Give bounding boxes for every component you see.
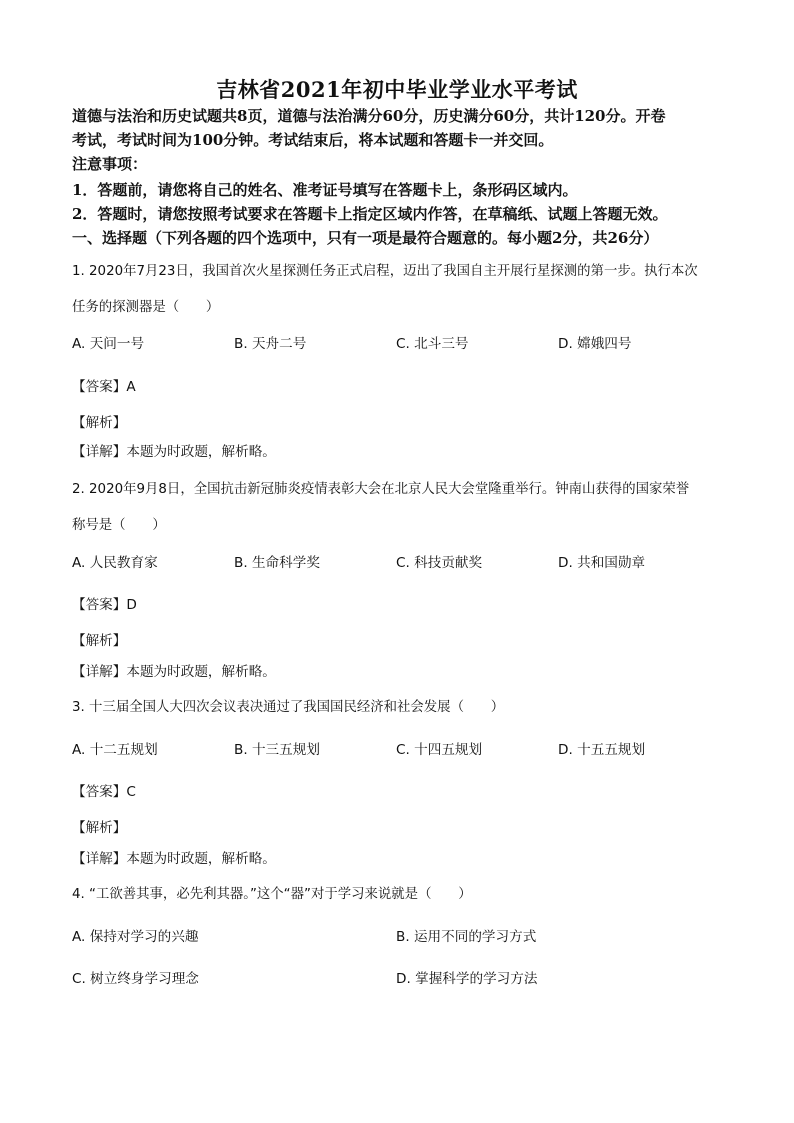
question-2-analysis: 【解析】 [72, 633, 127, 649]
question-4-option-c: C. 树立终身学习理念 [72, 971, 199, 987]
question-2-option-c: C. 科技贡献奖 [396, 555, 483, 571]
question-2-option-a: A. 人民教育家 [72, 555, 158, 571]
question-1-stem-line-1: 1. 2020年7月23日，我国首次火星探测任务正式启程，迈出了我国自主开展行星探测的第一步。执行本次 [72, 264, 698, 279]
question-3-option-a: A. 十二五规划 [72, 742, 158, 758]
question-3-stem: 3. 十三届全国人大四次会议表决通过了我国国民经济和社会发展（ ） [72, 700, 505, 715]
question-2-detail: 【详解】本题为时政题，解析略。 [72, 664, 276, 680]
question-3-option-d: D. 十五五规划 [558, 742, 646, 758]
question-2-stem-line-1: 2. 2020年9月8日，全国抗击新冠肺炎疫情表彰大会在北京人民大会堂隆重举行。钟南山获得的国家荣誉 [72, 482, 690, 497]
page-title: 吉林省2021年初中毕业学业水平考试 [216, 77, 578, 102]
question-1-option-a: A. 天问一号 [72, 336, 145, 352]
question-3-detail: 【详解】本题为时政题，解析略。 [72, 851, 276, 867]
question-1-stem-line-2: 任务的探测器是（ ） [72, 300, 220, 315]
question-4-stem: 4. “工欲善其事，必先利其器。”这个“器”对于学习来说就是（ ） [72, 887, 472, 902]
question-2-answer: 【答案】D [72, 597, 137, 613]
question-4-option-b: B. 运用不同的学习方式 [396, 929, 537, 945]
question-1-answer: 【答案】A [72, 379, 136, 395]
question-2-option-b: B. 生命科学奖 [234, 555, 320, 571]
notice-title: 注意事项： [72, 155, 148, 173]
question-3-option-c: C. 十四五规划 [396, 742, 483, 758]
notice-item-2: 2．答题时，请您按照考试要求在答题卡上指定区域内作答，在草稿纸、试题上答题无效。 [72, 205, 668, 223]
intro-line-1: 道德与法治和历史试题共8页，道德与法治满分60分，历史满分60分，共计120分。开卷 [72, 107, 666, 125]
question-3-option-b: B. 十三五规划 [234, 742, 320, 758]
question-2-stem-line-2: 称号是（ ） [72, 518, 166, 533]
question-4-option-d: D. 掌握科学的学习方法 [396, 971, 538, 987]
intro-line-2: 考试，考试时间为100分钟。考试结束后，将本试题和答题卡一并交回。 [72, 131, 554, 149]
question-4-option-a: A. 保持对学习的兴趣 [72, 929, 199, 945]
question-2-option-d: D. 共和国勋章 [558, 555, 646, 571]
section-heading: 一、选择题（下列各题的四个选项中，只有一项是最符合题意的。每小题2分，共26分） [72, 229, 659, 247]
question-1-option-c: C. 北斗三号 [396, 336, 469, 352]
question-1-option-d: D. 嫦娥四号 [558, 336, 632, 352]
question-1-detail: 【详解】本题为时政题，解析略。 [72, 444, 276, 460]
question-3-answer: 【答案】C [72, 784, 136, 800]
question-1-option-b: B. 天舟二号 [234, 336, 307, 352]
question-3-analysis: 【解析】 [72, 820, 127, 836]
notice-item-1: 1．答题前，请您将自己的姓名、准考证号填写在答题卡上，条形码区域内。 [72, 181, 578, 199]
question-1-analysis: 【解析】 [72, 415, 127, 431]
